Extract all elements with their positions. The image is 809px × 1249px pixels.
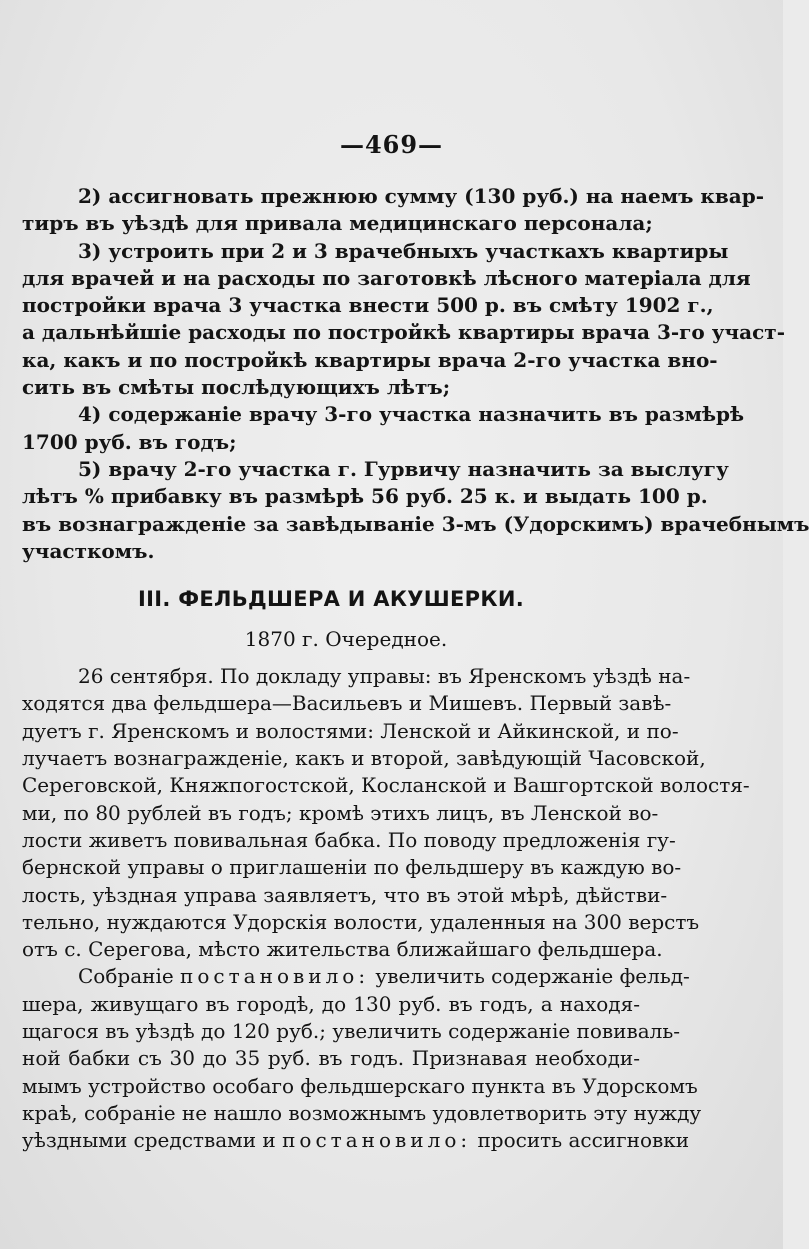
spaced-text: постановило: — [282, 1128, 472, 1153]
text-line: Сереговской, Княжпогостской, Косланской и Вашгортской волостя- — [22, 773, 750, 798]
page-text — [22, 183, 809, 1155]
paragraph-section-b — [22, 663, 750, 963]
text-line: щагося въ уѣздѣ до 120 руб.; увеличить содержаніе повиваль- — [22, 1019, 681, 1044]
text-line: въ вознагражденіе за завѣдываніе 3-мъ (Удорскимъ) врачебнымъ — [22, 511, 809, 536]
text-line — [22, 963, 690, 990]
text-line: лѣтъ % прибавку въ размѣрѣ 56 руб. 25 к. и выдать 100 р. — [22, 484, 708, 509]
page-number: —469— — [339, 130, 444, 159]
text-line: 26 сентября. По докладу управы: въ Яренскомъ уѣздѣ на- — [78, 664, 691, 689]
text-line: а дальнѣйшіе расходы по постройкѣ квартиры врача 3-го участ- — [22, 320, 785, 345]
text-line: тельно, нуждаются Удорскія волости, удаленныя на 300 верстъ — [22, 909, 700, 934]
text-line: отъ с. Серегова, мѣсто жительства ближайшаго фельдшера. — [22, 937, 663, 962]
text-line: 2) ассигновать прежнюю сумму (130 руб.) на наемъ квар- — [78, 184, 764, 208]
text-line: лость, уѣздная управа заявляетъ, что въ этой мѣрѣ, дѣйстви- — [22, 882, 668, 907]
text-run: Собраніе — [78, 964, 174, 989]
text-line: 5) врачу 2-го участка г. Гурвичу назначить за выслугу — [78, 456, 729, 481]
text-line: дуетъ г. Яренскомъ и волостями: Ленской и Айкинской, и по- — [22, 718, 679, 743]
spaced-text: постановило: — [180, 964, 370, 989]
text-line: тиръ въ уѣздѣ для привала медицинскаго персонала; — [22, 211, 653, 236]
text-line: бернской управы о приглашеніи по фельдшеру въ каждую во- — [22, 855, 682, 880]
text-line: для врачей и на расходы по заготовкѣ лѣсного матеріала для — [22, 265, 751, 290]
text-line — [22, 1127, 690, 1154]
text-line: 4) содержаніе врачу 3-го участка назначить въ размѣрѣ — [78, 402, 745, 427]
paragraph-section-a — [22, 183, 809, 565]
text-line: 1700 руб. въ годъ; — [22, 429, 237, 454]
text-line: сить въ смѣты послѣдующихъ лѣтъ; — [22, 375, 451, 400]
text-line: ходятся два фельдшера—Васильевъ и Мишевъ. Первый завѣ- — [22, 691, 672, 716]
text-line: шера, живущаго въ городѣ, до 130 руб. въ годъ, а находя- — [22, 991, 640, 1016]
text-line: ка, какъ и по постройкѣ квартиры врача 2-го участка вно- — [22, 347, 718, 372]
text-line: краѣ, собраніе не нашло возможнымъ удовлетворить эту нужду — [22, 1100, 702, 1125]
text-run: уѣздными средствами и — [22, 1128, 276, 1153]
text-run: увеличить содержаніе фельд- — [375, 964, 690, 989]
section-subheading: 1870 г. Очередное. — [244, 627, 448, 652]
paragraph-section-c — [22, 963, 702, 1154]
text-line: участкомъ. — [22, 538, 155, 563]
text-line: 3) устроить при 2 и 3 врачебныхъ участкахъ квартиры — [78, 238, 729, 263]
section-heading: III. ФЕЛЬДШЕРА И АКУШЕРКИ. — [138, 587, 524, 612]
text-line: лости живетъ повивальная бабка. По поводу предложенія гу- — [22, 827, 676, 852]
text-line: мымъ устройство особаго фельдшерскаго пункта въ Удорскомъ — [22, 1073, 698, 1098]
text-run: просить ассигновки — [477, 1128, 690, 1153]
text-line: лучаетъ вознагражденіе, какъ и второй, завѣдующій Часовской, — [22, 746, 706, 771]
text-line: ной бабки съ 30 до 35 руб. въ годъ. Признавая необходи- — [22, 1046, 640, 1071]
text-line: ми, по 80 рублей въ годъ; кромѣ этихъ лицъ, въ Ленской во- — [22, 800, 659, 825]
text-line: постройки врача 3 участка внести 500 р. въ смѣту 1902 г., — [22, 293, 714, 318]
